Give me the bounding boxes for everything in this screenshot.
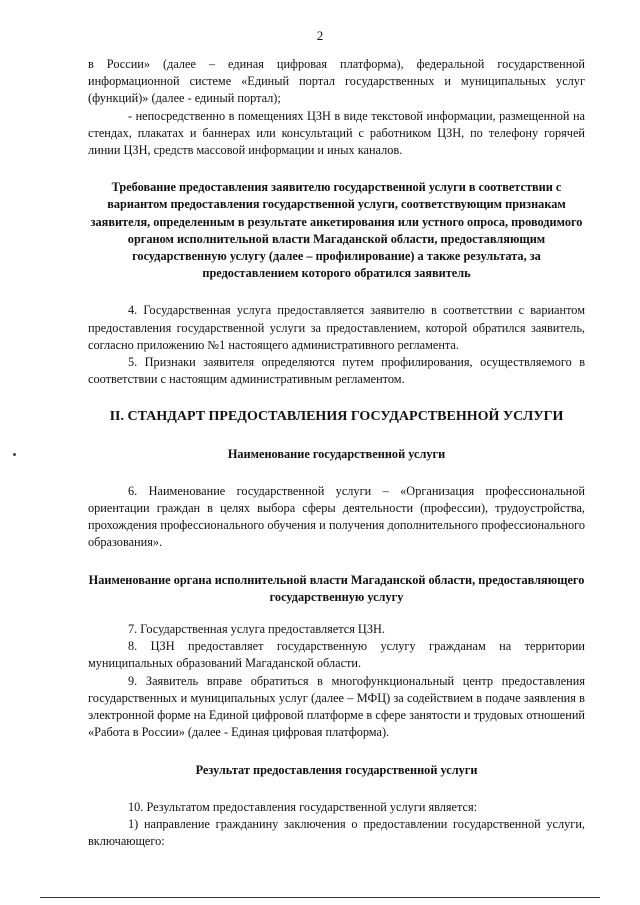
paragraph-4: 4. Государственная услуга предоставляется заявителю в соответствии с вариантом предоставления государственной услуги за предоставлением, которой обратился заявитель, согласно приложению №1 настоящего административного регламента. xyxy=(88,303,585,352)
heading-profiling-requirement: Требование предоставления заявителю государственной услуги в соответствии с вариантом предоставления государственной услуги, соответствующим признакам заявителя, определенным в результате анкетирования или устного опроса, проводимого органом исполнительной власти Магаданской области, предоставляющим государственную услугу (далее – профилирование) а также результата, за предоставлением которого обратился заявитель xyxy=(90,180,583,281)
paragraph-5: 5. Признаки заявителя определяются путем профилирования, осуществляемого в соответствии с настоящим административным регламентом. xyxy=(88,355,585,387)
page-number: 2 xyxy=(316,28,324,43)
document-body xyxy=(88,56,585,850)
paragraph-10: 10. Результатом предоставления государственной услуги является: xyxy=(128,799,478,814)
paragraph-info-channels: - непосредственно в помещениях ЦЗН в виде текстовой информации, размещенной на стендах, плакатах и баннерах или консультаций с работником ЦЗН, по телефону горячей линии ЦЗН, средств массовой информации и иных каналов. xyxy=(88,108,585,158)
paragraph-continuation: в России» (далее – единая цифровая платформа), федеральной государственной информационной системе «Единый портал государственных и муниципальных услуг (функций)» (далее - единый портал); xyxy=(88,57,585,106)
heading-authority-name: Наименование органа исполнительной власти Магаданской области, предоставляющего государственную услугу xyxy=(88,572,585,604)
margin-dot xyxy=(13,453,16,456)
paragraph-7: 7. Государственная услуга предоставляется ЦЗН. xyxy=(128,622,385,637)
bottom-rule xyxy=(40,897,600,898)
heading-service-result: Результат предоставления государственной услуги xyxy=(195,762,478,777)
paragraph-8: 8. ЦЗН предоставляет государственную услугу гражданам на территории муниципальных образований Магаданской области. xyxy=(88,639,585,671)
heading-service-name: Наименование государственной услуги xyxy=(227,446,446,461)
paragraph-10-item-1: 1) направление гражданину заключения о предоставлении государственной услуги, включающего: xyxy=(88,816,585,849)
section-2-title: II. СТАНДАРТ ПРЕДОСТАВЛЕНИЯ ГОСУДАРСТВЕННОЙ УСЛУГИ xyxy=(109,409,564,425)
paragraph-6: 6. Наименование государственной услуги – «Организация профессиональной ориентации граждан в целях выбора сферы деятельности (профессии), трудоустройства, прохождения профессионального обучения и получения дополнительного профессионального образования». xyxy=(88,483,585,550)
paragraph-9: 9. Заявитель вправе обратиться в многофункциональный центр предоставления государственных и муниципальных услуг (далее – МФЦ) за содействием в подаче заявления в электронной форме на Единой цифровой платформе в сфере занятости и трудовых отношений «Работа в России» (далее - Единая цифровая платформа). xyxy=(88,673,585,740)
